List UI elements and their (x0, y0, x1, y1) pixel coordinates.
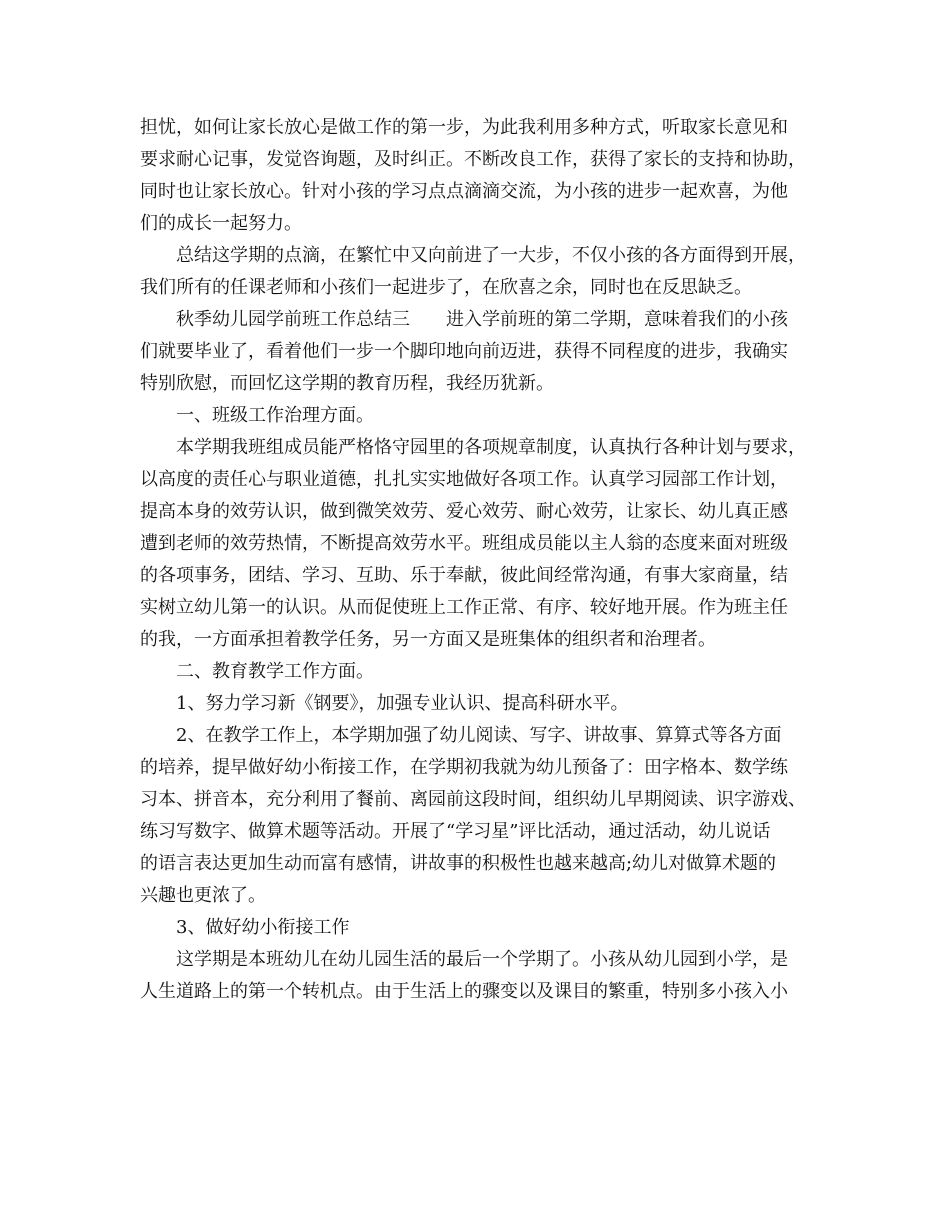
text-line: 的各项事务，团结、学习、互助、乐于奉献，彼此间经常沟通，有事大家商量，结 (140, 565, 788, 586)
text-line: 实树立幼儿第一的认识。从而促使班上工作正常、有序、较好地开展。作为班主任 (140, 597, 788, 618)
text-line: 们的成长一起努力。 (140, 213, 302, 234)
text-line: 要求耐心记事，发觉咨询题，及时纠正。不断改良工作，获得了家长的支持和协助， (140, 149, 806, 170)
text-line: 担忧，如何让家长放心是做工作的第一步，为此我利用多种方式，听取家长意见和 (140, 117, 788, 138)
text-line: 的语言表达更加生动而富有感情，讲故事的积极性也越来越高;幼儿对做算术题的 (140, 853, 777, 874)
text-line: 这学期是本班幼儿在幼儿园生活的最后一个学期了。小孩从幼儿园到小学，是 (176, 949, 788, 970)
text-line: 1、努力学习新《钢要》，加强专业认识、提高科研水平。 (176, 693, 629, 714)
document-body (140, 112, 830, 1008)
text-line: 遭到老师的效劳热情，不断提高效劳水平。班组成员能以主人翁的态度来面对班级 (140, 533, 788, 554)
text-line: 练习写数字、做算术题等活动。开展了“学习星”评比活动，通过活动，幼儿说话 (140, 821, 771, 842)
text-line: 3、做好幼小衔接工作 (176, 917, 350, 938)
text-line: 总结这学期的点滴，在繁忙中又向前进了一大步，不仅小孩的各方面得到开展， (176, 245, 806, 266)
text-line: 本学期我班组成员能严格恪守园里的各项规章制度，认真执行各种计划与要求， (176, 437, 806, 458)
text-line: 我们所有的任课老师和小孩们一起进步了，在欣喜之余，同时也在反思缺乏。 (140, 277, 752, 298)
text-line: 二、教育教学工作方面。 (176, 661, 374, 682)
text-line: 人生道路上的第一个转机点。由于生活上的骤变以及课目的繁重，特别多小孩入小 (140, 981, 788, 1002)
text-line: 以高度的责任心与职业道德，扎扎实实地做好各项工作。认真学习园部工作计划， (140, 469, 788, 490)
text-line: 们就要毕业了，看着他们一步一个脚印地向前迈进，获得不同程度的进步，我确实 (140, 341, 788, 362)
text-line: 兴趣也更浓了。 (140, 885, 266, 906)
text-line: 提高本身的效劳认识，做到微笑效劳、爱心效劳、耐心效劳，让家长、幼儿真正感 (140, 501, 788, 522)
text-line: 习本、拼音本，充分利用了餐前、离园前这段时间，组织幼儿早期阅读、识字游戏、 (140, 789, 806, 810)
text-line: 的我，一方面承担着教学任务，另一方面又是班集体的组织者和治理者。 (140, 629, 716, 650)
text-line: 的培养，提早做好幼小衔接工作，在学期初我就为幼儿预备了：田字格本、数学练 (140, 757, 788, 778)
text-line: 同时也让家长放心。针对小孩的学习点点滴滴交流，为小孩的进步一起欢喜，为他 (140, 181, 788, 202)
text-line: 特别欣慰，而回忆这学期的教育历程，我经历犹新。 (140, 373, 554, 394)
text-line: 秋季幼儿园学前班工作总结三 进入学前班的第二学期，意味着我们的小孩 (176, 309, 788, 330)
text-line: 一、班级工作治理方面。 (176, 405, 374, 426)
text-line: 2、在教学工作上，本学期加强了幼儿阅读、写字、讲故事、算算式等各方面 (176, 725, 782, 746)
